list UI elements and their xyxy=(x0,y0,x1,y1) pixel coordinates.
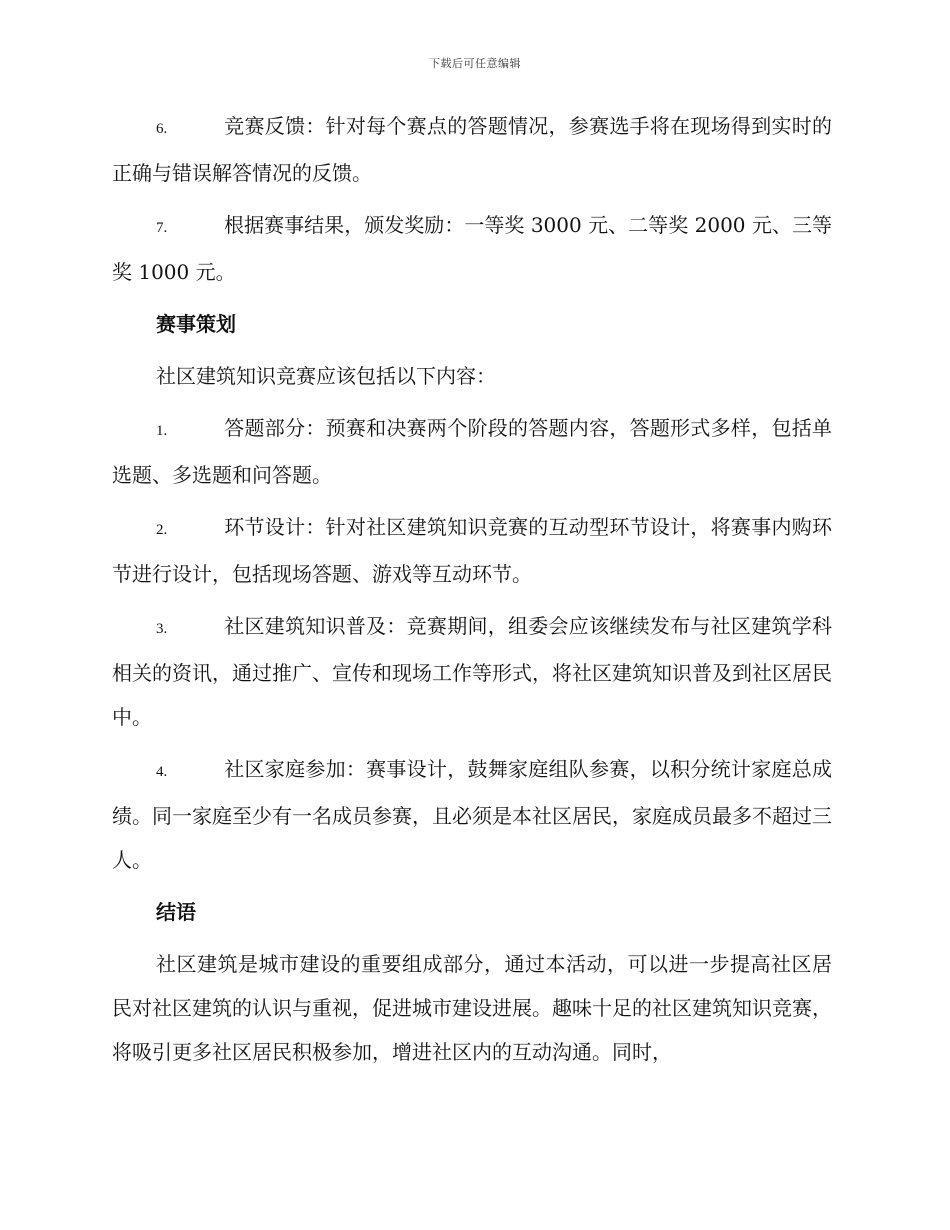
plan-list-item-3 xyxy=(112,604,832,739)
list-item-7 xyxy=(112,203,832,294)
list-item-6 xyxy=(112,104,832,195)
list-item-text: 社区家庭参加：赛事设计，鼓舞家庭组队参赛，以积分统计家庭总成绩。同一家庭至少有一名成员参赛，且必须是本社区居民，家庭成员最多不超过三人。 xyxy=(112,757,832,872)
list-number: 3. xyxy=(156,621,168,637)
document-body xyxy=(112,104,832,1082)
list-number: 6. xyxy=(156,121,168,137)
plan-list-item-2 xyxy=(112,505,832,596)
conclusion-paragraph: 社区建筑是城市建设的重要组成部分，通过本活动，可以进一步提高社区居民对社区建筑的认识与重视，促进城市建设进展。趣味十足的社区建筑知识竞赛，将吸引更多社区居民积极参加，增进社区内的互动沟通。同时， xyxy=(112,952,832,1064)
section-heading-conclusion: 结语 xyxy=(156,900,196,924)
page-header: 下载后可任意编辑 xyxy=(429,57,521,70)
plan-list-item-1 xyxy=(112,406,832,497)
plan-intro-paragraph: 社区建筑知识竞赛应该包括以下内容： xyxy=(156,364,496,388)
list-item-text: 根据赛事结果，颁发奖励：一等奖 3000 元、二等奖 2000 元、三等奖 1000 元。 xyxy=(112,213,832,284)
list-item-text: 环节设计：针对社区建筑知识竞赛的互动型环节设计，将赛事内购环节进行设计，包括现场答题、游戏等互动环节。 xyxy=(112,515,832,586)
list-item-text: 答题部分：预赛和决赛两个阶段的答题内容，答题形式多样，包括单选题、多选题和问答题。 xyxy=(112,416,832,487)
list-number: 7. xyxy=(156,220,168,236)
list-number: 2. xyxy=(156,522,168,538)
section-heading-plan: 赛事策划 xyxy=(156,312,236,336)
list-number: 4. xyxy=(156,764,168,780)
list-item-text: 社区建筑知识普及：竞赛期间，组委会应该继续发布与社区建筑学科相关的资讯，通过推广、宣传和现场工作等形式，将社区建筑知识普及到社区居民中。 xyxy=(112,614,832,729)
plan-list-item-4 xyxy=(112,747,832,882)
list-item-text: 竞赛反馈：针对每个赛点的答题情况，参赛选手将在现场得到实时的正确与错误解答情况的反馈。 xyxy=(112,114,832,185)
list-number: 1. xyxy=(156,423,168,439)
